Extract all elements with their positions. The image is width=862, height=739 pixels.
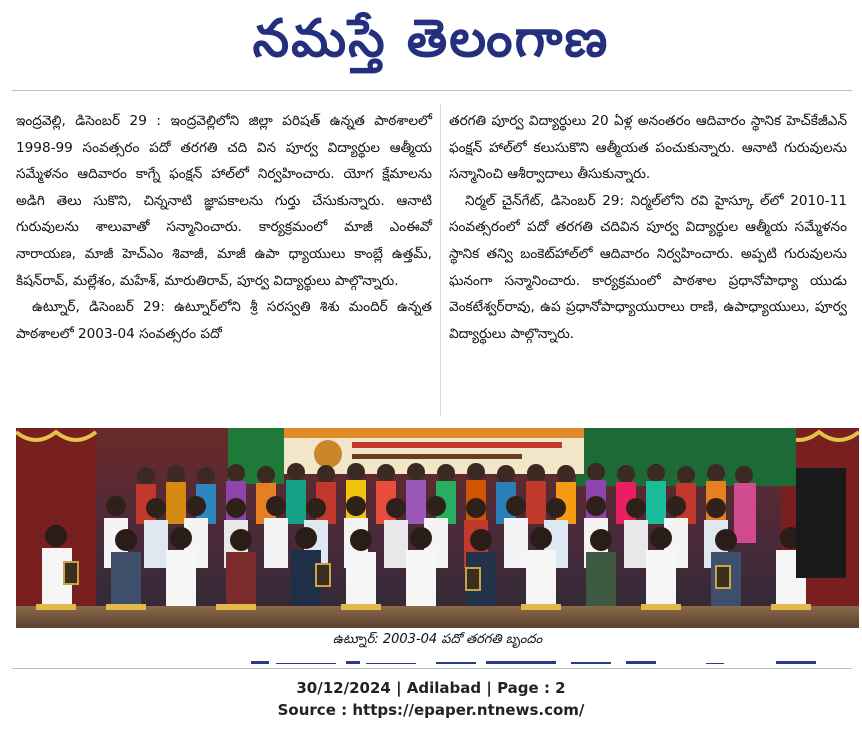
footer-date: 30/12/2024 — [296, 679, 391, 697]
masthead-rule — [12, 90, 852, 91]
footer-page: Page : 2 — [497, 679, 566, 697]
article-column-left — [16, 108, 432, 347]
article-paragraph: ఉట్నూర్, డిసెంబర్ 29: ఉట్నూర్‌లోని శ్రీ సరస్వతి శిశు మందిర్ ఉన్నత పాఠశాలలో 2003-04 సంవత్సరం పదో — [16, 299, 432, 342]
photo-caption: ఉట్నూర్: 2003-04 పదో తరగతి బృందం — [332, 632, 543, 647]
source-label: Source : — [277, 701, 348, 719]
footer-edition: Adilabad — [406, 679, 482, 697]
footer-rule — [12, 668, 852, 669]
newspaper-logo: నమస్తే తెలంగాణ — [252, 9, 610, 69]
column-divider — [440, 104, 441, 416]
article-paragraph: ఇంద్రవెల్లి, డిసెంబర్ 29 : ఇంద్రవెల్లిలోని జిల్లా పరిషత్ ఉన్నత పాఠశాలలో 1998-99 సంవత్సరం పదో తరగతి చది విన పూర్వ విద్యార్థుల ఆత్మీయ సమ్మేళనం ఆదివారం కాగ్నే ఫంక్షన్ హాల్‌లో నిర్వహించారు. యోగ క్షేమాలను అడిగి తెలు సుకొని, చిన్ననాటి జ్ఞాపకాలను గుర్తు చేసుకున్నారు. ఆనాటి గురువులను శాలువాతో సన్మానించారు. కార్యక్రమంలో మాజీ ఎంఈవో నారాయణ, మాజీ హెచ్ఎం శివాజీ, మాజీ ఉపా ధ్యాయులు కాంబ్లే ఉత్తమ్, కిషన్‌రావ్, మల్లేశం, మహేశ్, మారుతిరావ్, పూర్వ విద్యార్థులు పాల్గొన్నారు. — [16, 113, 432, 289]
source-link[interactable]: https://epaper.ntnews.com/ — [352, 701, 585, 719]
group-photo — [16, 428, 859, 628]
article-paragraph: తరగతి పూర్వ విద్యార్థులు 20 ఏళ్ల అనంతరం ఆదివారం స్థానిక హెచ్‌కేజీఎన్ ఫంక్షన్ హాల్‌లో కలుసుకొని ఆత్మీయత పంచుకున్నారు. ఆనాటి గురువులను సన్మానించి ఆశీర్వాదాలు తీసుకున్నారు. — [449, 113, 847, 183]
footer-separator: | — [486, 679, 492, 697]
footer-source — [0, 701, 862, 719]
footer-separator: | — [396, 679, 402, 697]
article-column-right — [449, 108, 847, 347]
masthead — [0, 0, 862, 78]
article-paragraph: నిర్మల్ చైన్‌గేట్, డిసెంబర్ 29: నిర్మల్‌లోని రవి హైస్కూ ల్‌లో 2010-11 సంవత్సరంలో పదో తరగతి చదివిన పూర్వ విద్యార్థుల ఆత్మీయ సమ్మేళనం స్థానిక తన్వి బంకెట్‌హాల్‌లో ఆదివారం నిర్వహించారు. అప్పటి గురువులను ఘనంగా సన్మానించారు. కార్యక్రమంలో పాఠశాల ప్రధానోపాధ్యా యుడు వెంకటేశ్వర్‌రావు, ఉప ప్రధానోపాధ్యాయురాలు రాణి, ఉపాధ్యాయులు, పూర్వ విద్యార్థులు పాల్గొన్నారు. — [449, 192, 847, 342]
footer-meta — [0, 679, 862, 697]
next-article-bleed — [16, 654, 859, 664]
